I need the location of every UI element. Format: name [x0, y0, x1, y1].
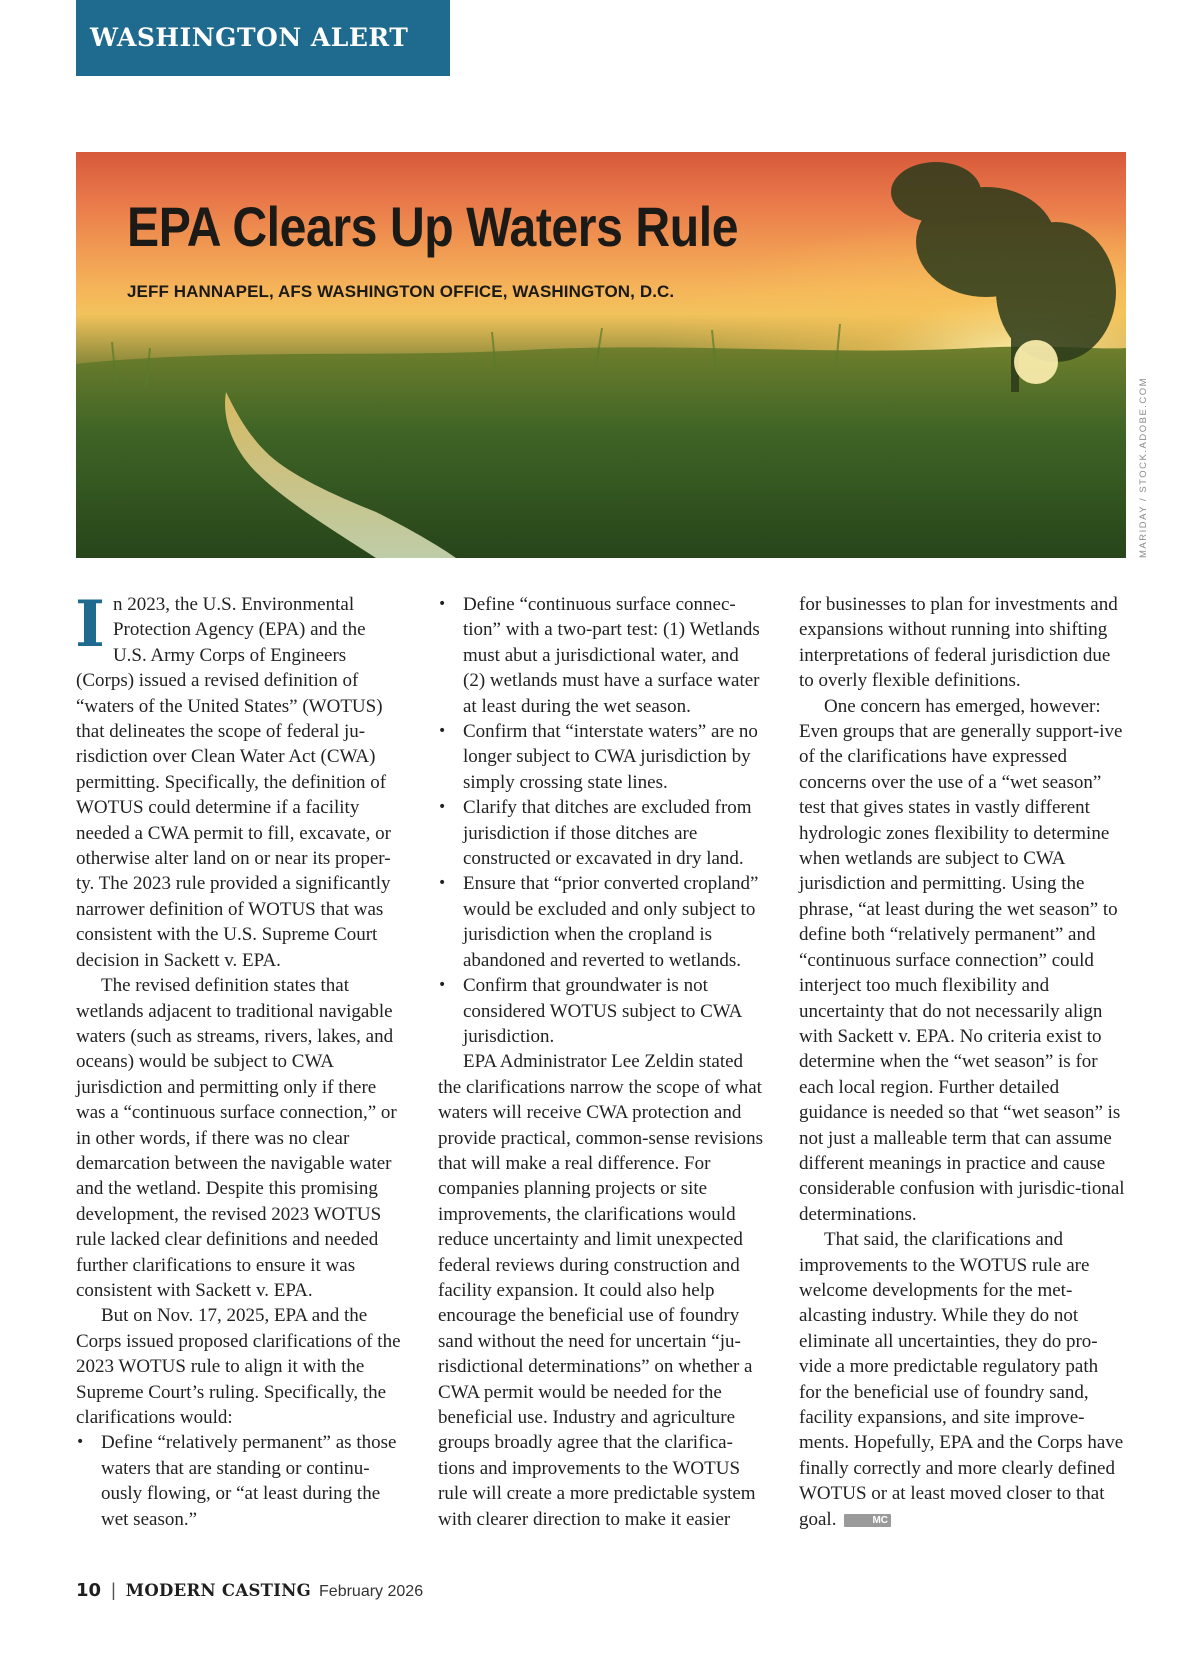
drop-cap: I	[75, 587, 105, 662]
page-number: 10	[76, 1580, 102, 1601]
article-byline: JEFF HANNAPEL, AFS WASHINGTON OFFICE, WASHINGTON, D.C.	[127, 282, 675, 301]
clarifications-list	[76, 1430, 402, 1532]
list-item: • Define “continuous surface connec-tion” with a two-part test: (1) Wetlands must abut a jurisdictional water, and (2) wetlands must have a surface water at least during the wet season.	[438, 592, 764, 719]
article-column-1	[75, 587, 402, 1532]
footer-separator: |	[111, 1580, 116, 1600]
article-paragraph: The revised definition states that wetlands adjacent to traditional navigable waters (such as streams, rivers, lakes, and oceans) would be subject to CWA jurisdiction and permitting only if there was a “continuous surface connection,” or in other words, if there was no clear demarcation between the navigable water and the wetland. Despite this promising development, the revised 2023 WOTUS rule lacked clear definitions and needed further clarifications to ensure it was consistent with Sackett v. EPA.	[76, 975, 397, 1301]
article-paragraph	[799, 1227, 1125, 1532]
paragraph-text: That said, the clarifications and improvements to the WOTUS rule are welcome developments for the met-alcasting industry. While they do not eliminate all uncertainties, they do pro-vide a more predictable regulatory path for the beneficial use of foundry sand, facility expansions, and site improve-ments. Hopefully, EPA and the Corps have finally correctly and more clearly defined WOTUS or at least moved closer to that goal.	[799, 1229, 1124, 1530]
end-mark-icon: MC	[844, 1514, 891, 1527]
list-item: • Confirm that “interstate waters” are no longer subject to CWA jurisdiction by simply crossing state lines.	[438, 719, 764, 795]
article-paragraph: But on Nov. 17, 2025, EPA and the Corps issued proposed clarifications of the 2023 WOTUS rule to align it with the Supreme Court’s ruling. Specifically, the clarifications would:	[76, 1305, 401, 1428]
article-paragraph: One concern has emerged, however: Even groups that are generally support-ive of the clarifications have expressed concerns over the use of a “wet season” test that gives states in vastly different hydrologic zones flexibility to determine when wetlands are subject to CWA jurisdiction and permitting. Using the phrase, “at least during the wet season” to define both “relatively permanent” and “continuous surface connection” could interject too much flexibility and uncertainty that do not necessarily align with Sackett v. EPA. No criteria exist to determine when the “wet season” is for each local region. Further detailed guidance is needed so that “wet season” is not just a malleable term that can assume different meanings in practice and cause considerable confusion with jurisdic-tional determinations.	[799, 695, 1125, 1225]
publication-name: MODERN CASTING	[125, 1581, 312, 1600]
article-column-2	[438, 592, 764, 1532]
page-footer	[76, 1580, 423, 1601]
list-item: • Ensure that “prior converted cropland” would be excluded and only subject to jurisdiction when the cropland is abandoned and reverted to wetlands.	[438, 871, 764, 973]
paragraph-text: n 2023, the U.S. Environmental Protection Agency (EPA) and the U.S. Army Corps of Engineers (Corps) issued a revised definition of “waters of the United States” (WOTUS) that delineates the scope of federal ju-risdiction over Clean Water Act (CWA) permitting. Specifically, the definition of WOTUS could determine if a facility needed a CWA permit to fill, excavate, or otherwise alter land on or near its proper-ty. The 2023 rule provided a significantly narrower definition of WOTUS that was consistent with the U.S. Supreme Court decision in Sackett v. EPA.	[76, 594, 391, 971]
article-column-3	[799, 592, 1125, 1532]
article-paragraph	[75, 587, 402, 973]
clarifications-list-continued	[438, 592, 764, 1049]
article-paragraph: for businesses to plan for investments and expansions without running into shifting interpretations of federal jurisdiction due to overly flexible definitions.	[799, 594, 1118, 692]
section-tag: WASHINGTON ALERT	[76, 0, 450, 76]
list-item: • Define “relatively permanent” as those waters that are standing or continu-ously flowing, or “at least during the wet season.”	[76, 1430, 402, 1532]
list-item: • Clarify that ditches are excluded from jurisdiction if those ditches are constructed or excavated in dry land.	[438, 795, 764, 871]
hero-image	[76, 152, 1126, 558]
issue-date: February 2026	[319, 1583, 424, 1600]
article-title: EPA Clears Up Waters Rule	[127, 195, 739, 258]
photo-credit: MARIDAY / STOCK.ADOBE.COM	[1138, 376, 1149, 558]
article-paragraph: EPA Administrator Lee Zeldin stated the clarifications narrow the scope of what waters will receive CWA protection and provide practical, common-sense revisions that will make a real difference. For companies planning projects or site improvements, the clarifications would reduce uncertainty and limit unexpected federal reviews during construction and facility expansion. It could also help encourage the beneficial use of foundry sand without the need for uncertain “ju-risdictional determinations” on whether a CWA permit would be needed for the beneficial use. Industry and agriculture groups broadly agree that the clarifica-tions and improvements to the WOTUS rule will create a more predictable system with clearer direction to make it easier	[438, 1051, 764, 1530]
list-item: • Confirm that groundwater is not considered WOTUS subject to CWA jurisdiction.	[438, 973, 764, 1049]
